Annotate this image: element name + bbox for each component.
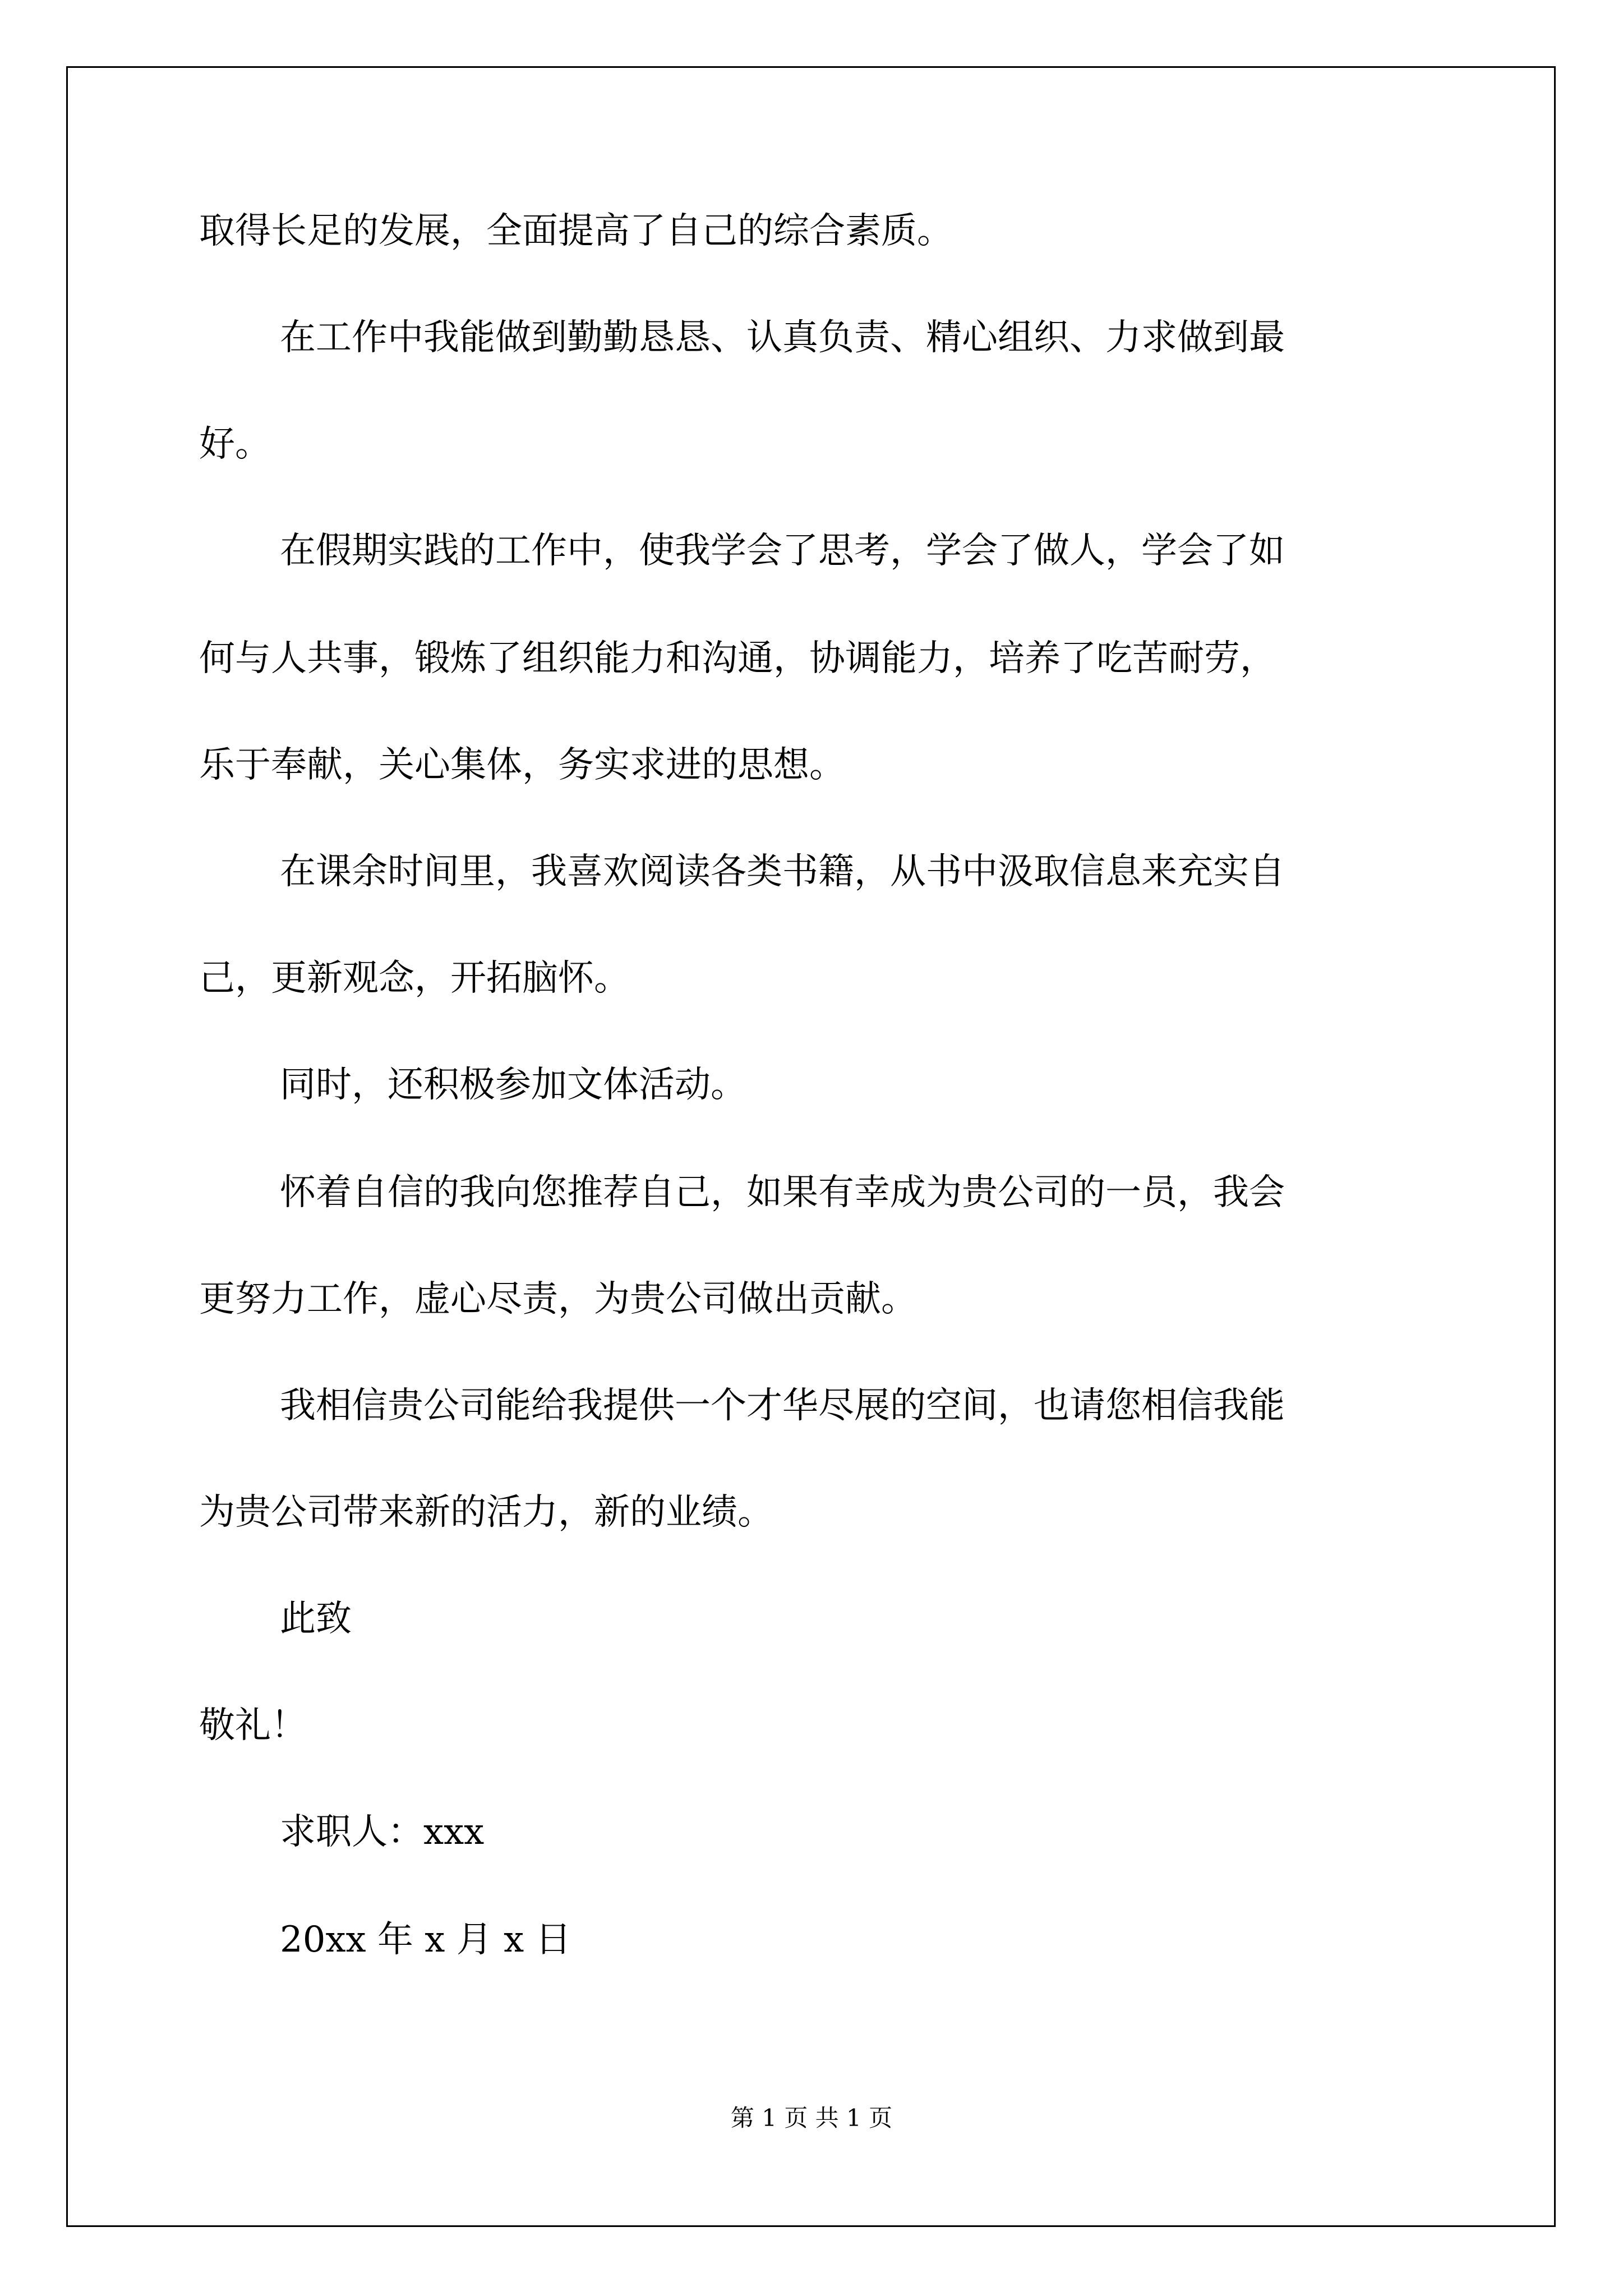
text-line: 怀着自信的我向您推荐自己，如果有幸成为贵公司的一员，我会 [280, 1172, 1285, 1213]
text-line: 乐于奉献，关心集体，务实求进的思想。 [199, 744, 845, 786]
text-line: 取得长足的发展，全面提高了自己的综合素质。 [199, 210, 953, 252]
applicant-signature: 求职人：xxx [280, 1811, 485, 1853]
text-line: 己，更新观念，开拓脑怀。 [199, 958, 630, 999]
text-line: 同时，还积极参加文体活动。 [280, 1064, 746, 1106]
text-line: 何与人共事，锻炼了组织能力和沟通，协调能力，培养了吃苦耐劳， [199, 638, 1276, 679]
text-line: 好。 [199, 424, 271, 465]
letter-date: 20xx 年 x 月 x 日 [280, 1919, 571, 1961]
text-line: 更努力工作，虚心尽责，为贵公司做出贡献。 [199, 1278, 917, 1320]
salutation-regards: 敬礼！ [199, 1705, 307, 1746]
page-border [66, 66, 1556, 2227]
text-line: 我相信贵公司能给我提供一个才华尽展的空间，也请您相信我能 [280, 1385, 1285, 1427]
text-line: 在假期实践的工作中，使我学会了思考，学会了做人，学会了如 [280, 530, 1285, 572]
text-line: 在工作中我能做到勤勤恳恳、认真负责、精心组织、力求做到最 [280, 317, 1285, 358]
page-footer: 第 1 页 共 1 页 [730, 2104, 893, 2132]
text-line: 在课余时间里，我喜欢阅读各类书籍，从书中汲取信息来充实自 [280, 851, 1285, 892]
salutation-closing: 此致 [280, 1598, 352, 1640]
text-line: 为贵公司带来新的活力，新的业绩。 [199, 1492, 773, 1533]
